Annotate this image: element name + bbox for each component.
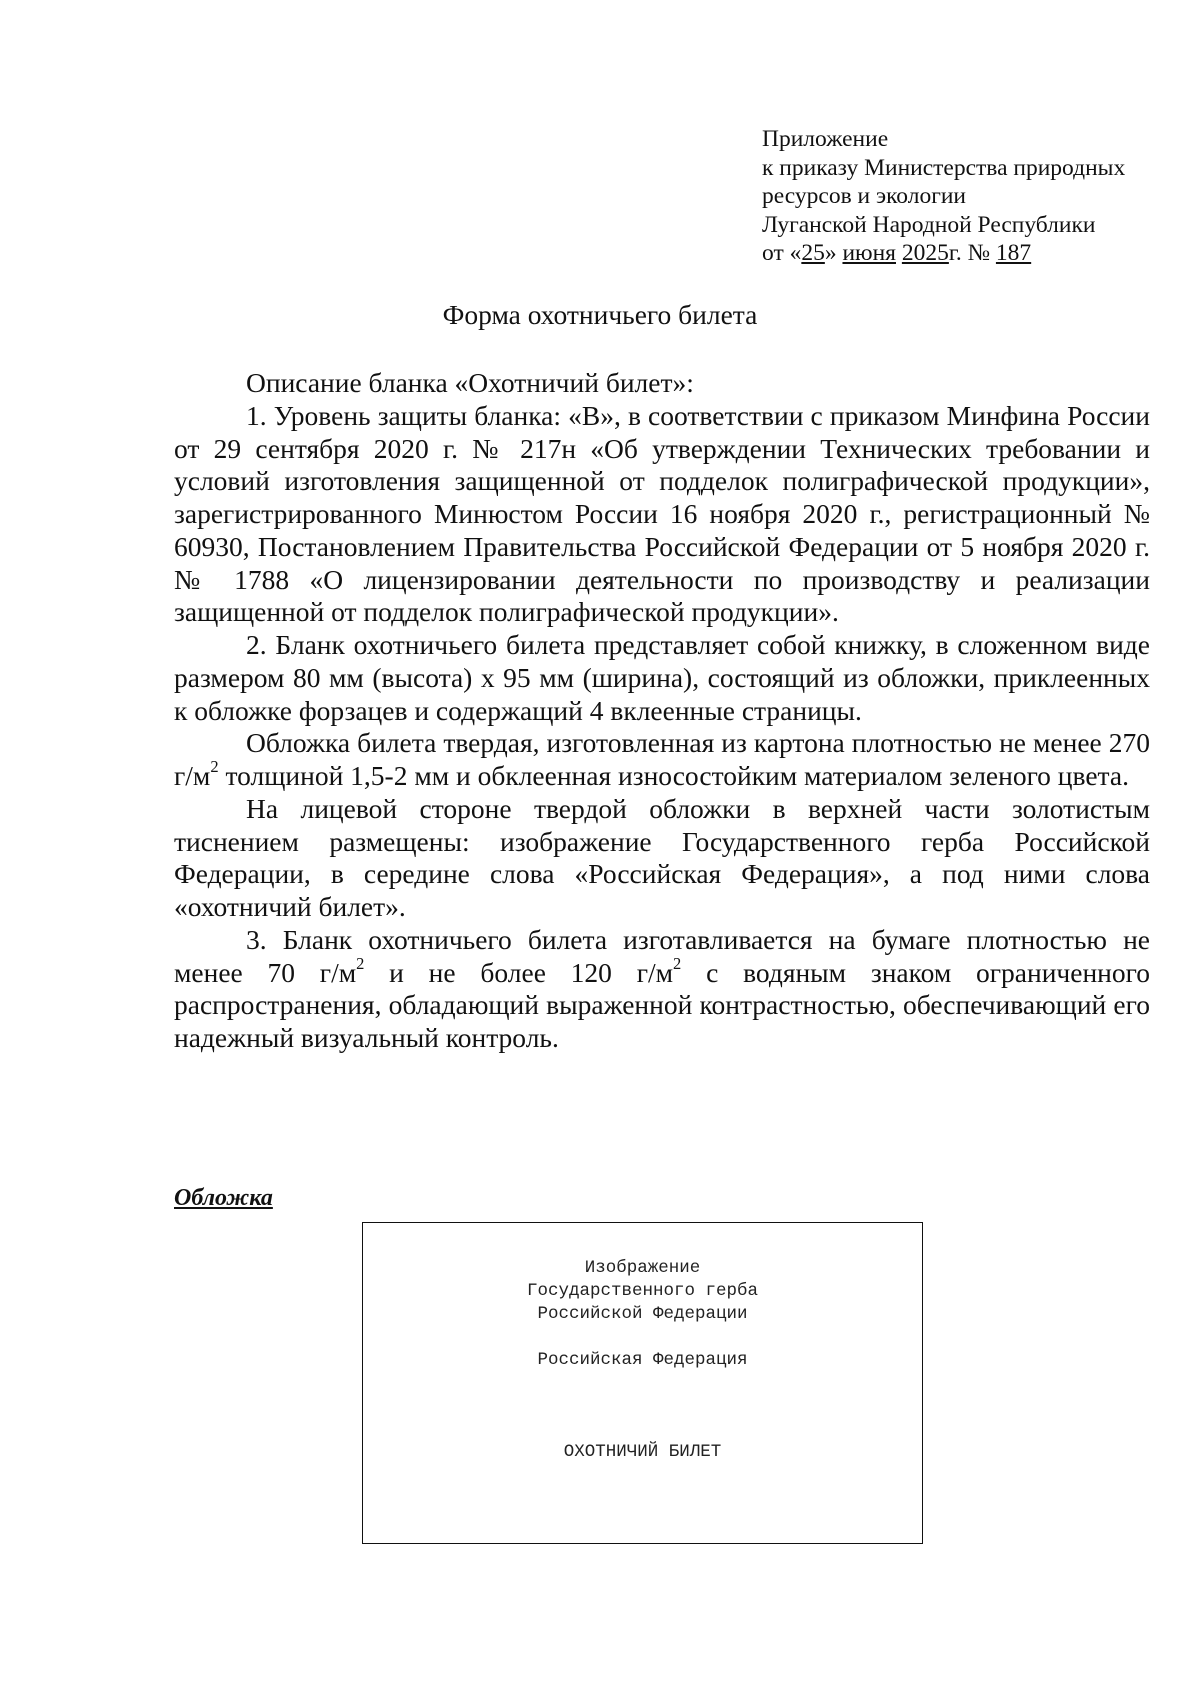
appendix-line: ресурсов и экологии	[762, 183, 967, 210]
superscript: 2	[673, 953, 682, 973]
superscript: 2	[210, 757, 219, 777]
document-body	[174, 367, 1150, 1055]
emblem-placeholder	[363, 1257, 922, 1326]
year-suffix: г. №	[948, 240, 996, 267]
appendix-block	[762, 125, 1125, 268]
cover-material-text: Обложка билета твердая, изготовленная из картона плотностью не менее 270 г/м	[174, 727, 1150, 791]
order-number: 187	[995, 240, 1032, 267]
order-year: 2025	[901, 240, 949, 267]
paragraph-item-1: 1. Уровень защиты бланка: «В», в соответствии с приказом Минфина России от 29 сентября 2020 г. № 217н «Об утверждении Технических требовании и условий изготовления защищенной от подделок полиграфической продукции», зарегистрированного Минюстом России 16 ноября 2020 г., регистрационный № 60930, Постановлением Правительства Российской Федерации от 5 ноября 2020 г. № 1788 «О лицензировании деятельности по производству и реализации защищенной от подделок полиграфической продукции».	[174, 399, 1150, 628]
cover-mockup-box	[362, 1222, 923, 1544]
appendix-line: Приложение	[762, 126, 889, 152]
emblem-line: Российской Федерации	[537, 1304, 748, 1324]
item3-text: и не более 120 г/м	[364, 956, 674, 988]
appendix-line: Луганской Народной Республики	[762, 211, 1096, 238]
item3-text: 3. Бланк охотничьего билета изготавливается на бумаге плотностью не менее 70 г/м	[174, 923, 1150, 988]
description-heading: Описание бланка «Охотничий билет»:	[246, 367, 694, 398]
paragraph-item-2: 2. Бланк охотничьего билета представляет собой книжку, в сложенном виде размером 80 мм (высота) х 95 мм (ширина), состоящий из обложки, приклеенных к обложке форзацев и содержащий 4 вклеенные страницы.	[174, 629, 1150, 726]
document-title: Форма охотничьего билета	[442, 299, 758, 330]
item3-text: с водяным знаком ограниченного распространения, обладающий выраженной контрастностью, обеспечивающий его надежный визуальный контроль.	[174, 956, 1150, 1053]
paragraph-cover-material	[174, 727, 1150, 793]
emblem-line: Изображение	[584, 1258, 701, 1278]
appendix-date-line	[762, 239, 1125, 268]
order-month: июня	[842, 240, 896, 267]
cover-material-text: толщиной 1,5-2 мм и обклеенная износостойким материалом зеленого цвета.	[218, 760, 1129, 791]
cover-section-label: Обложка	[174, 1185, 273, 1211]
date-prefix: от «	[762, 240, 802, 267]
appendix-line: к приказу Министерства природных	[762, 154, 1126, 181]
order-day: 25	[801, 240, 825, 267]
superscript: 2	[356, 953, 365, 973]
paragraph-front-side: На лицевой стороне твердой обложки в верхней части золотистым тиснением размещены: изображение Государственного герба Российской Федерации, в середине слова «Российская Федерация», а под ними слова «охотничий билет».	[174, 792, 1150, 922]
emblem-line: Государственного герба	[526, 1281, 759, 1301]
cover-country-text: Российская Федерация	[537, 1350, 748, 1370]
cover-ticket-text: ОХОТНИЧИЙ БИЛЕТ	[563, 1442, 722, 1462]
date-day-close: »	[824, 240, 843, 267]
paragraph-item-3	[174, 924, 1150, 1055]
